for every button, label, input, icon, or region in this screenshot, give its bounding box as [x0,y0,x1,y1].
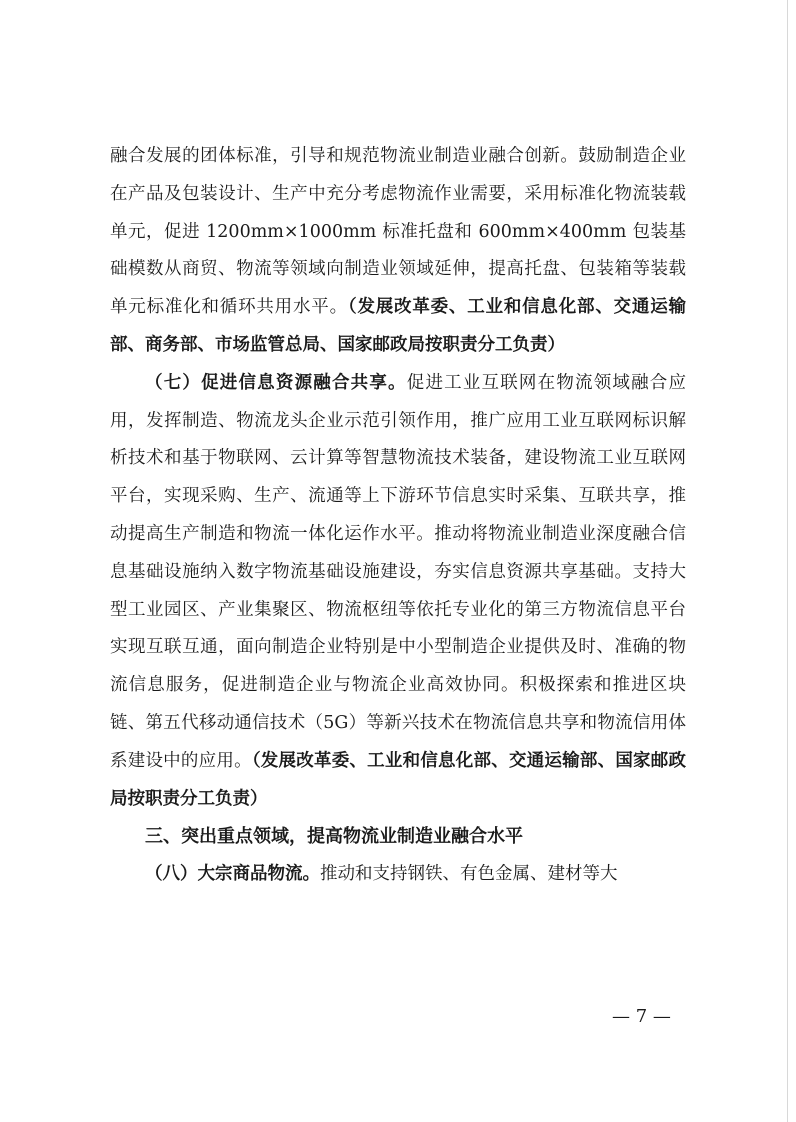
paragraph-3-text: 推动和支持钢铁、有色金属、建材等大 [320,864,618,885]
section-8-title: （八）大宗商品物流。 [145,864,320,885]
paragraph-3 [110,856,686,894]
paragraph-1-responsible: （发展改革委、工业和信息化部、交通运输部、商务部、市场监管总局、国家邮政局按职责分工负责） [110,297,687,355]
scan-edge-line [787,0,788,1122]
document-body [110,138,686,894]
paragraph-2 [110,365,686,819]
paragraph-2-text: 促进工业互联网在物流领域融合应用，发挥制造、物流龙头企业示范引领作用，推广应用工业互联网标识解析技术和基于物联网、云计算等智慧物流技术装备，建设物流工业互联网平台，实现采购、生产、流通等上下游环节信息实时采集、互联共享，推动提高生产制造和物流一体化运作水平。推动将物流业制造业深度融合信息基础设施纳入数字物流基础设施建设，夯实信息资源共享基础。支持大型工业园区、产业集聚区、物流枢纽等依托专业化的第三方物流信息平台实现互联互通，面向制造企业特别是中小型制造企业提供及时、准确的物流信息服务，促进制造企业与物流企业高效协同。积极探索和推进区块链、第五代移动通信技术（5G）等新兴技术在物流信息共享和物流信用体系建设中的应用。 [110,372,686,771]
paragraph-1-text: 融合发展的团体标准，引导和规范物流业制造业融合创新。鼓励制造企业在产品及包装设计、生产中充分考虑物流作业需要，采用标准化物流装载单元，促进 1200mm×1000mm 标准托盘和 600mm×400mm 包装基础模数从商贸、物流等领域向制造业领域延伸，提高托盘、包装箱等装载单元标准化和循环共用水平。 [110,146,686,318]
section-7-title: （七）促进信息资源融合共享。 [145,372,407,393]
paragraph-1 [110,138,686,365]
section-heading-3: 三、突出重点领域，提高物流业制造业融合水平 [145,826,523,848]
page-number: — 7 — [612,1006,671,1027]
paragraph-2-responsible: （发展改革委、工业和信息化部、交通运输部、国家邮政局按职责分工负责） [110,750,686,809]
